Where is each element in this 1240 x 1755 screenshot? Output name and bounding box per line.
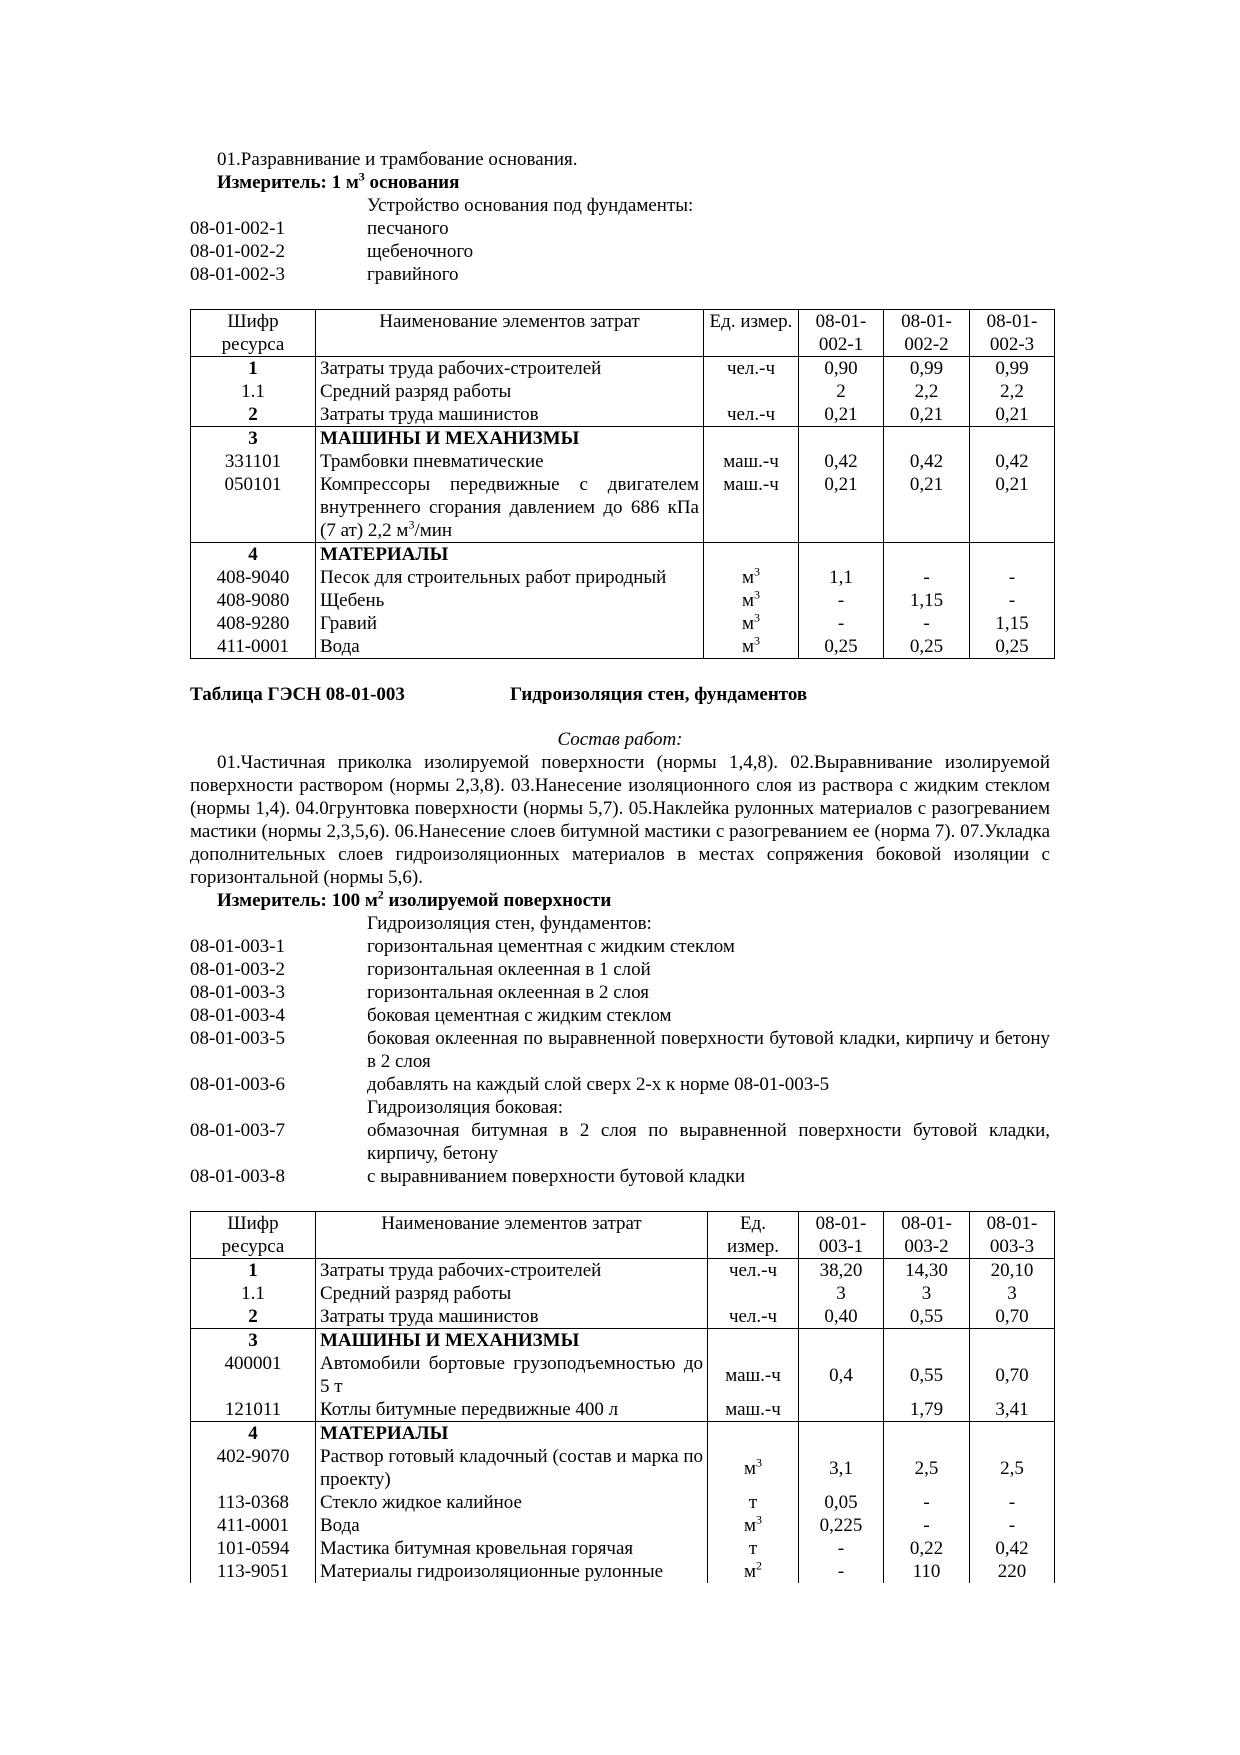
table-row: 2 Затраты труда машинистов чел.-ч 0,21 0,21 0,21 <box>191 403 1055 427</box>
norm-desc: горизонтальная цементная с жидким стеклом <box>367 936 735 957</box>
header-col3: 08-01-002-3 <box>970 310 1055 357</box>
section-row: 4 МАТЕРИАЛЫ <box>191 543 1055 567</box>
works-title: Состав работ: <box>557 729 683 750</box>
document-page <box>190 148 1050 1583</box>
table-row: 400001 Автомобили бортовые грузоподъемностью до 5 т маш.-ч 0,4 0,55 0,70 <box>191 1352 1055 1398</box>
norm-desc: добавлять на каждый слой сверх 2-х к норме 08-01-003-5 <box>367 1074 830 1095</box>
norm-group-title: Устройство основания под фундаменты: <box>367 195 694 216</box>
section-row: 3 МАШИНЫ И МЕХАНИЗМЫ <box>191 1329 1055 1353</box>
table-row: 408-9280 Гравий $м^3$ - - 1,15 <box>191 612 1055 635</box>
norm-desc: гравийного <box>367 264 459 285</box>
norm-desc: боковая оклеенная по выравненной поверхности бутовой кладки, кирпичу и бетону в 2 слоя <box>367 1028 1050 1072</box>
norm-code: 08-01-002-2 <box>190 241 285 262</box>
table-row: 408-9040 Песок для строительных работ природный $м^3$ 1,1 - - <box>191 566 1055 589</box>
header-name: Наименование элементов затрат <box>316 1212 708 1259</box>
table-row: 050101 Компрессоры передвижные с двигателем внутреннего сгорания давлением до 686 кПа (7 ат) 2,2 $м^3$/мин маш.-ч 0,21 0,21 0,21 <box>191 473 1055 543</box>
norm-group-title: Гидроизоляция стен, фундаментов: <box>367 913 652 934</box>
table-row: 1.1 Средний разряд работы 3 3 3 <box>191 1282 1055 1305</box>
norm-code: 08-01-003-6 <box>190 1074 285 1095</box>
header-unit: Ед. измер. <box>704 310 799 357</box>
table-row: 1 Затраты труда рабочих-строителей чел.-ч 38,20 14,30 20,10 <box>191 1259 1055 1283</box>
norm-code: 08-01-003-3 <box>190 982 285 1003</box>
table-label: Таблица ГЭСН 08-01-003 <box>190 684 405 705</box>
norm-code: 08-01-002-3 <box>190 264 285 285</box>
table-row: 411-0001 Вода $м^3$ 0,25 0,25 0,25 <box>191 635 1055 659</box>
table-title: Гидроизоляция стен, фундаментов <box>510 684 808 705</box>
measure-unit: Измеритель: 1 $м^3$ основания <box>217 169 460 193</box>
header-col1: 08-01-003-1 <box>799 1212 884 1259</box>
header-unit: Ед. измер. <box>708 1212 799 1259</box>
table-row: 402-9070 Раствор готовый кладочный (состав и марка по проекту) $м^3$ 3,1 2,5 2,5 <box>191 1445 1055 1491</box>
norm-desc: обмазочная битумная в 2 слоя по выравненной поверхности бутовой кладки, кирпичу, бетону <box>367 1120 1050 1164</box>
header-name: Наименование элементов затрат <box>316 310 704 357</box>
measure-unit: Измеритель: 100 $м^2$ изолируемой поверхности <box>217 887 612 911</box>
header-col2: 08-01-002-2 <box>884 310 970 357</box>
norm-code: 08-01-003-5 <box>190 1028 285 1049</box>
table-row: 2 Затраты труда машинистов чел.-ч 0,40 0,55 0,70 <box>191 1305 1055 1329</box>
table-row: 1 Затраты труда рабочих-строителей чел.-ч 0,90 0,99 0,99 <box>191 357 1055 381</box>
section-row: 3 МАШИНЫ И МЕХАНИЗМЫ <box>191 427 1055 451</box>
header-col2: 08-01-003-2 <box>884 1212 970 1259</box>
table-row: 121011 Котлы битумные передвижные 400 л маш.-ч 1,79 3,41 <box>191 1398 1055 1422</box>
norm-code: 08-01-003-8 <box>190 1166 285 1187</box>
header-col1: 08-01-002-1 <box>799 310 884 357</box>
header-code: Шифр ресурса <box>191 310 316 357</box>
section-row: 4 МАТЕРИАЛЫ <box>191 1422 1055 1446</box>
table-row: 331101 Трамбовки пневматические маш.-ч 0,42 0,42 0,42 <box>191 450 1055 473</box>
norm-list <box>190 912 1050 1188</box>
norm-desc: горизонтальная оклеенная в 2 слоя <box>367 982 650 1003</box>
norm-desc: боковая цементная с жидким стеклом <box>367 1005 672 1026</box>
resource-table-1 <box>190 309 1055 659</box>
norm-code: 08-01-003-1 <box>190 936 285 957</box>
norm-desc: с выравниванием поверхности бутовой кладки <box>367 1166 746 1187</box>
norm-code: 08-01-003-7 <box>190 1120 285 1141</box>
norm-desc: песчаного <box>367 218 449 239</box>
header-code: Шифр ресурса <box>191 1212 316 1259</box>
table-row: 411-0001 Вода $м^3$ 0,225 - - <box>191 1514 1055 1537</box>
table-row: 113-0368 Стекло жидкое калийное т 0,05 - - <box>191 1491 1055 1514</box>
norm-desc: горизонтальная оклеенная в 1 слой <box>367 959 651 980</box>
table-header <box>191 310 1055 357</box>
norm-desc: щебеночного <box>367 241 474 262</box>
work-operations: 01.Разравнивание и трамбование основания. <box>217 149 578 170</box>
table-row: 1.1 Средний разряд работы 2 2,2 2,2 <box>191 380 1055 403</box>
table-heading <box>190 683 1050 706</box>
table-row: 113-9051 Материалы гидроизоляционные рулонные $м^2$ - 110 220 <box>191 1560 1055 1583</box>
table-row: 101-0594 Мастика битумная кровельная горячая т - 0,22 0,42 <box>191 1537 1055 1560</box>
header-col3: 08-01-003-3 <box>970 1212 1055 1259</box>
norm-code: 08-01-002-1 <box>190 218 285 239</box>
norm-list <box>190 194 1050 286</box>
norm-code: 08-01-003-2 <box>190 959 285 980</box>
norm-code: 08-01-003-4 <box>190 1005 285 1026</box>
table-header <box>191 1212 1055 1259</box>
table-row: 408-9080 Щебень $м^3$ - 1,15 - <box>191 589 1055 612</box>
norm-group-title: Гидроизоляция боковая: <box>367 1097 564 1118</box>
works-text: 01.Частичная приколка изолируемой поверхности (нормы 1,4,8). 02.Выравнивание изолируемой поверхности раствором (нормы 2,3,8). 03.Нанесение изоляционного слоя из раствора с жидким стеклом (нормы 1,4). 04.0грунтовка поверхности (нормы 5,7). 05.Наклейка рулонных материалов с разогреванием мастики (нормы 2,3,5,6). 06.Нанесение слоев битумной мастики с разогреванием ее (норма 7). 07.Укладка дополнительных слоев гидроизоляционных материалов в местах сопряжения боковой изоляции с горизонтальной (нормы 5,6). <box>190 752 1050 888</box>
resource-table-2 <box>190 1211 1055 1583</box>
